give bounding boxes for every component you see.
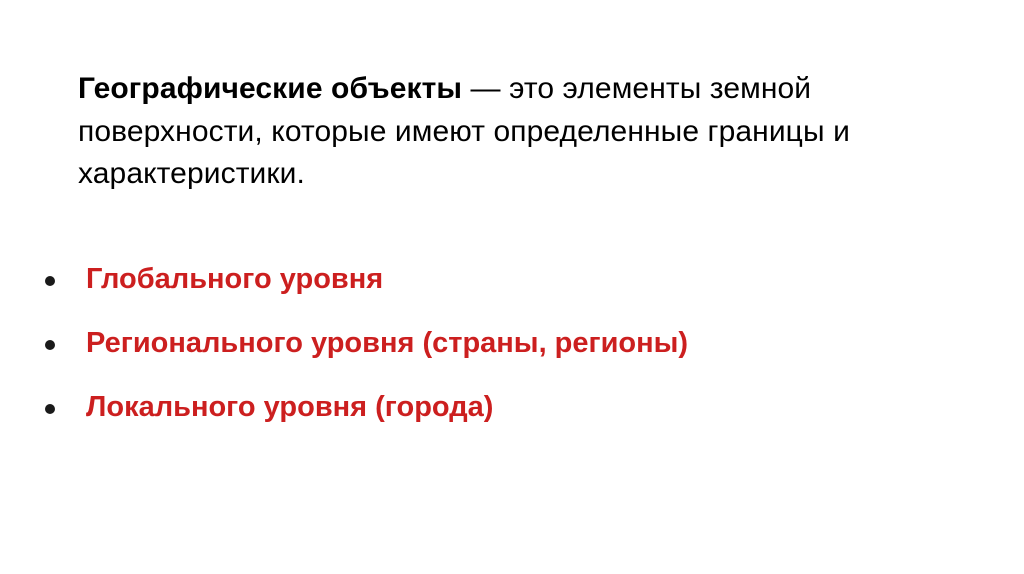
bullet-dot-icon [45, 340, 55, 350]
definition-term: Географические объекты [78, 72, 463, 105]
definition-paragraph [78, 68, 958, 196]
bullet-dot-icon [45, 404, 55, 414]
list-item-label: Локального уровня (города) [86, 390, 494, 423]
list-item [36, 326, 996, 361]
list-item-label: Регионального уровня (страны, регионы) [86, 326, 689, 359]
levels-list [36, 262, 996, 453]
list-item [36, 390, 996, 425]
definition-text: — это элементы земной поверхности, которые имеют определенные границы и характеристики. [78, 72, 850, 191]
list-item [36, 262, 996, 297]
bullet-dot-icon [45, 276, 55, 286]
list-item-label: Глобального уровня [86, 263, 384, 295]
